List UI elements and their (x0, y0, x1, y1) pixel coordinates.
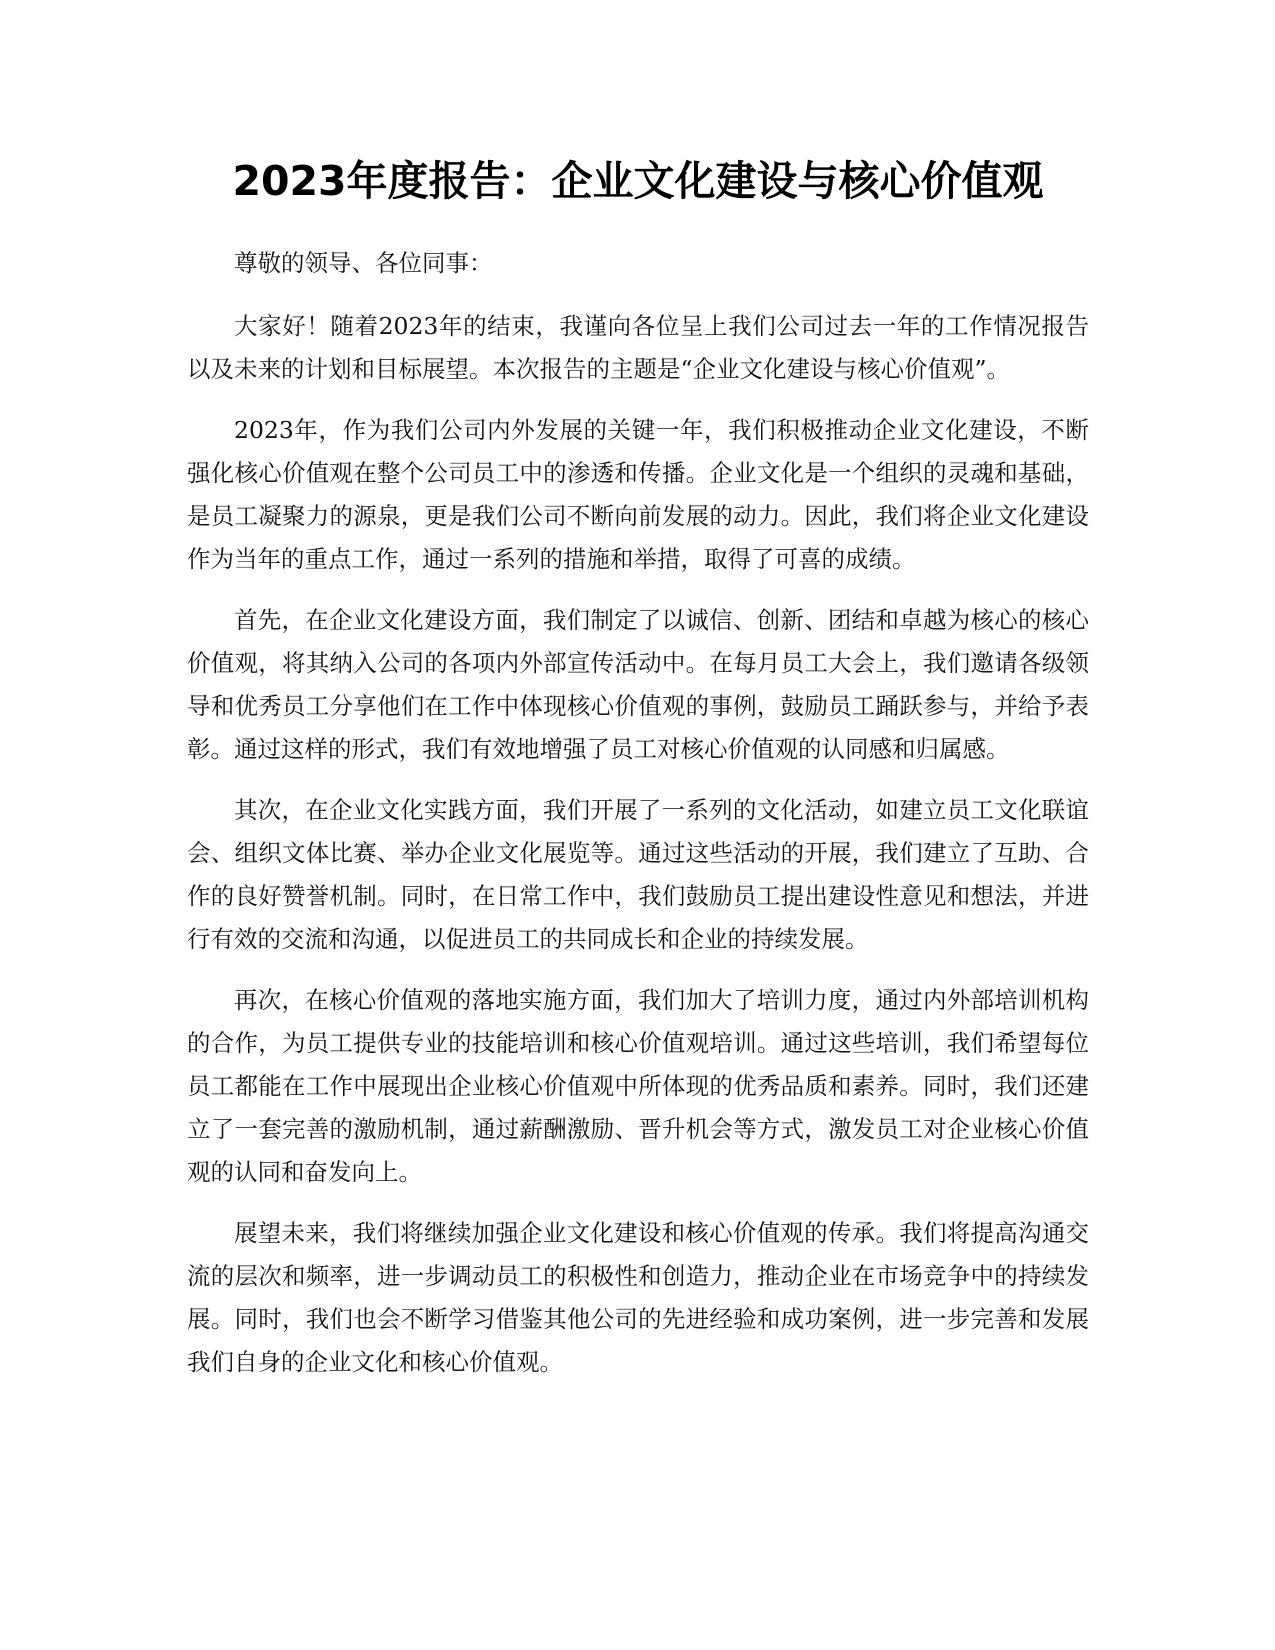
document-body (187, 150, 1089, 1402)
paragraph-implementation: 再次，在核心价值观的落地实施方面，我们加大了培训力度，通过内外部培训机构的合作，为员工提供专业的技能培训和核心价值观培训。通过这些培训，我们希望每位员工都能在工作中展现出企业核心价值观中所体现的优秀品质和素养。同时，我们还建立了一套完善的激励机制，通过薪酬激励、晋升机会等方式，激发员工对企业核心价值观的认同和奋发向上。 (187, 986, 1089, 1186)
paragraph-culture-practice: 其次，在企业文化实践方面，我们开展了一系列的文化活动，如建立员工文化联谊会、组织文体比赛、举办企业文化展览等。通过这些活动的开展，我们建立了互助、合作的良好赞誉机制。同时，在日常工作中，我们鼓励员工提出建设性意见和想法，并进行有效的交流和沟通，以促进员工的共同成长和企业的持续发展。 (187, 796, 1089, 953)
paragraph-opening: 大家好！随着2023年的结束，我谨向各位呈上我们公司过去一年的工作情况报告以及未来的计划和目标展望。本次报告的主题是“企业文化建设与核心价值观”。 (187, 312, 1089, 383)
paragraph-overview: 2023年，作为我们公司内外发展的关键一年，我们积极推动企业文化建设，不断强化核心价值观在整个公司员工中的渗透和传播。企业文化是一个组织的灵魂和基础，是员工凝聚力的源泉，更是我们公司不断向前发展的动力。因此，我们将企业文化建设作为当年的重点工作，通过一系列的措施和举措，取得了可喜的成绩。 (187, 416, 1089, 573)
document-title: 2023年度报告：企业文化建设与核心价值观 (232, 157, 1044, 205)
paragraph-outlook: 展望未来，我们将继续加强企业文化建设和核心价值观的传承。我们将提高沟通交流的层次和频率，进一步调动员工的积极性和创造力，推动企业在市场竞争中的持续发展。同时，我们也会不断学习借鉴其他公司的先进经验和成功案例，进一步完善和发展我们自身的企业文化和核心价值观。 (187, 1219, 1089, 1376)
salutation: 尊敬的领导、各位同事： (234, 249, 493, 277)
paragraph-core-values: 首先，在企业文化建设方面，我们制定了以诚信、创新、团结和卓越为核心的核心价值观，将其纳入公司的各项内外部宣传活动中。在每月员工大会上，我们邀请各级领导和优秀员工分享他们在工作中体现核心价值观的事例，鼓励员工踊跃参与，并给予表彰。通过这样的形式，我们有效地增强了员工对核心价值观的认同感和归属感。 (187, 606, 1089, 763)
